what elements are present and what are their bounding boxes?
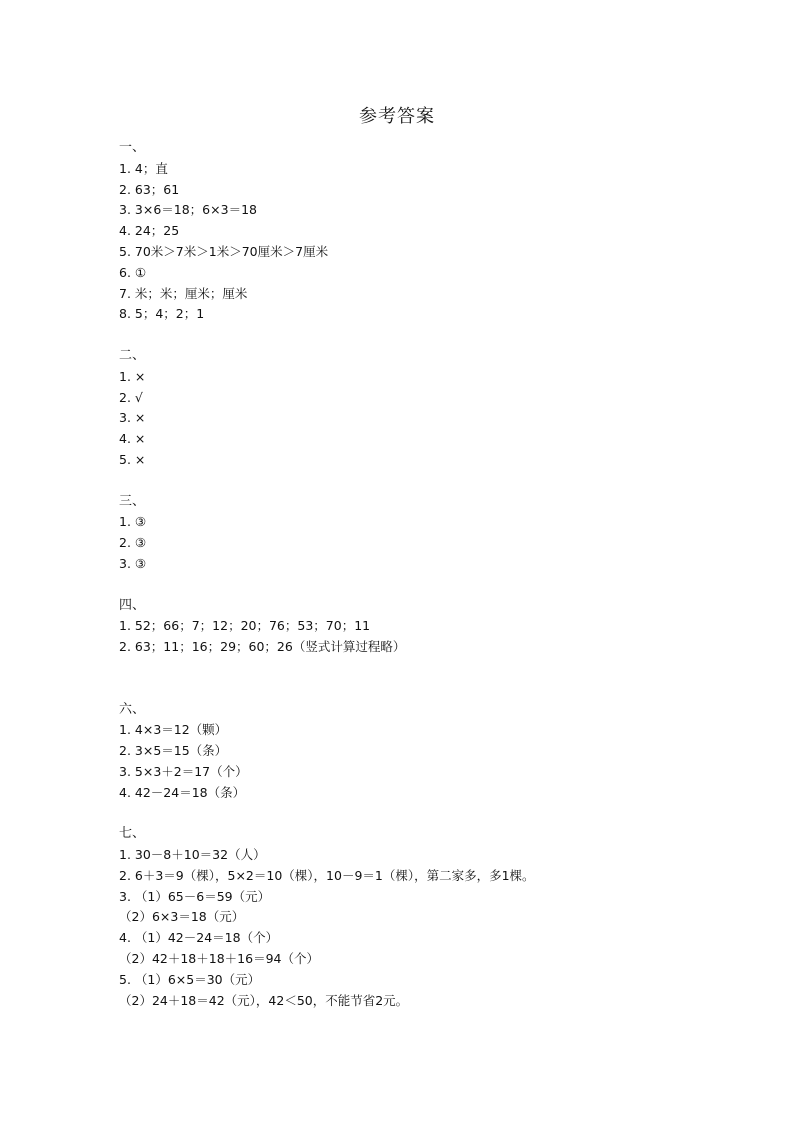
answer-line: 2. 6＋3＝9（棵），5×2＝10（棵），10－9＝1（棵），第二家多，多1棵。	[119, 867, 535, 883]
section-7	[119, 824, 759, 1011]
answer-line: 7. 米；米；厘米；厘米	[119, 285, 248, 301]
answer-line: 6. ①	[119, 264, 147, 280]
section-heading: 一、	[119, 140, 146, 155]
section-heading: 三、	[119, 493, 146, 509]
section-heading: 七、	[119, 826, 146, 842]
answer-line: 1. ×	[119, 368, 146, 384]
answer-line: 5. ×	[119, 451, 146, 467]
answer-line: 3. ×	[119, 410, 146, 426]
answer-line: 3. 5×3＋2＝17（个）	[119, 763, 248, 779]
answer-line: 2. 3×5＝15（条）	[119, 743, 228, 759]
answer-line: 3. 3×6＝18；6×3＝18	[119, 202, 257, 218]
answer-line: 3. ③	[119, 555, 147, 571]
section-spacer	[119, 471, 759, 492]
answer-line: （2）42＋18＋18＋16＝94（个）	[119, 951, 319, 967]
section-spacer	[119, 804, 759, 825]
answer-line: 8. 5；4；2；1	[119, 306, 205, 322]
section-spacer	[119, 658, 759, 700]
answer-line: 1. 4×3＝12（颗）	[119, 722, 228, 738]
answer-line: 1. 4；直	[119, 160, 168, 176]
answer-line: 5. （1）6×5＝30（元）	[119, 971, 261, 987]
answer-line: 1. ③	[119, 514, 147, 530]
answer-line: 4. ×	[119, 431, 146, 447]
answer-line: （2）24＋18＝42（元），42＜50，不能节省2元。	[119, 992, 409, 1008]
section-heading: 四、	[119, 597, 146, 613]
answer-line: 4. 24；25	[119, 223, 180, 239]
answer-line: 2. √	[119, 389, 143, 405]
section-heading: 六、	[119, 701, 146, 717]
section-spacer	[119, 575, 759, 596]
answer-line: 2. 63；11；16；29；60；26（竖式计算过程略）	[119, 639, 406, 655]
section-spacer	[119, 325, 759, 346]
answer-line: 2. ③	[119, 535, 147, 551]
section-6	[119, 700, 759, 804]
answer-line: （2）6×3＝18（元）	[119, 909, 245, 925]
answer-content	[119, 138, 759, 1011]
answer-line: 3. （1）65－6＝59（元）	[119, 888, 271, 904]
section-4	[119, 596, 759, 658]
section-heading: 二、	[119, 347, 146, 363]
page-title: 参考答案	[359, 106, 435, 127]
section-1	[119, 138, 759, 325]
answer-line: 4. 42－24＝18（条）	[119, 784, 246, 800]
section-3	[119, 492, 759, 575]
answer-line: 5. 70米＞7米＞1米＞70厘米＞7厘米	[119, 243, 329, 259]
answer-line: 1. 52；66；7；12；20；76；53；70；11	[119, 618, 371, 634]
answer-line: 4. （1）42－24＝18（个）	[119, 930, 279, 946]
answer-line: 1. 30－8＋10＝32（人）	[119, 847, 266, 863]
section-2	[119, 346, 759, 471]
answer-line: 2. 63；61	[119, 181, 180, 197]
